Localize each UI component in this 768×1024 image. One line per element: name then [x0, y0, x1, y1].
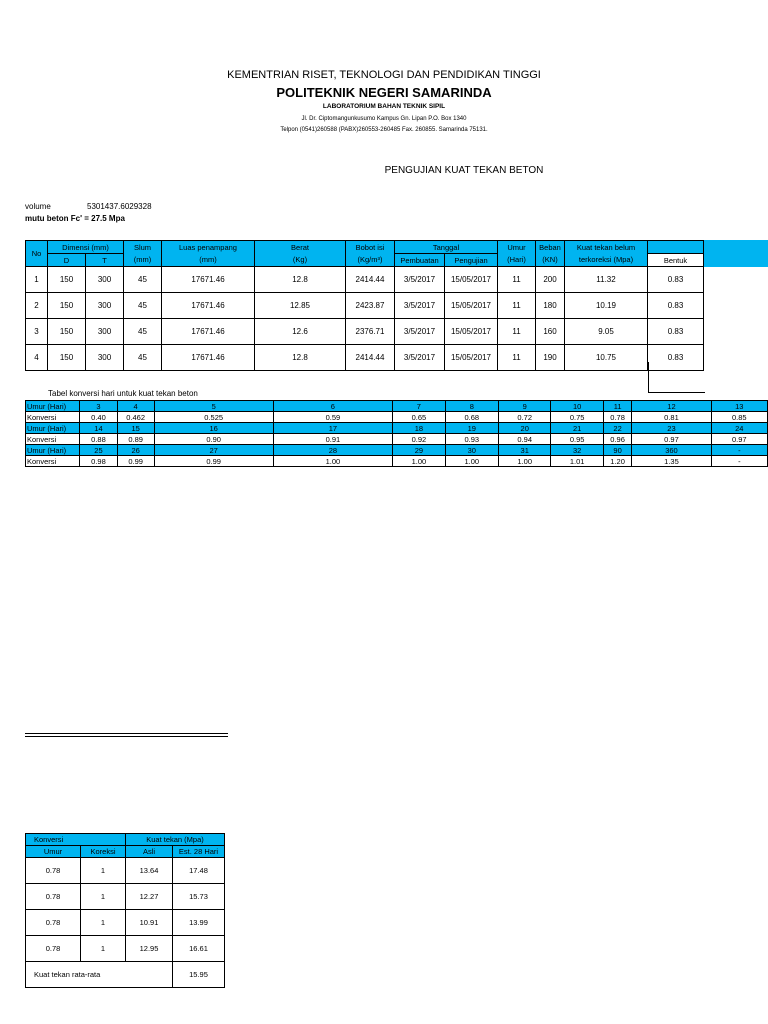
cell-beban: 190 [536, 345, 565, 371]
header-koreksi: Koreksi [81, 846, 126, 858]
factor-cell: 0.93 [445, 434, 498, 445]
header-tanggal: Tanggal [395, 241, 498, 254]
document-title: PENGUJIAN KUAT TEKAN BETON [384, 165, 544, 176]
cell-beban: 200 [536, 267, 565, 293]
age-cell: 22 [603, 423, 631, 434]
factor-cell: 1.00 [445, 456, 498, 467]
table-row [26, 319, 704, 345]
age-cell: 90 [603, 445, 631, 456]
cell-luas: 17671.46 [162, 319, 255, 345]
concrete-grade: mutu beton Fc' = 27.5 Mpa [25, 214, 125, 223]
cell-pengujian: 15/05/2017 [445, 319, 498, 345]
age-cell: - [711, 445, 767, 456]
cell-umur: 11 [498, 293, 536, 319]
header-beban: Beban [536, 241, 565, 254]
header-pembuatan: Pembuatan [395, 254, 445, 267]
header-est: Est. 28 Hari [173, 846, 225, 858]
cell-bentuk: 0.83 [648, 319, 704, 345]
factor-cell: 0.89 [117, 434, 154, 445]
header-slum-unit: (mm) [124, 254, 162, 267]
cell-d: 150 [48, 319, 86, 345]
factor-cell: 0.75 [551, 412, 603, 423]
header-umur-unit: (Hari) [498, 254, 536, 267]
factor-cell: 0.92 [393, 434, 445, 445]
age-cell: 10 [551, 401, 603, 412]
divider-line [25, 733, 228, 734]
age-cell: 360 [632, 445, 711, 456]
factor-cell: 1.01 [551, 456, 603, 467]
row-label: Umur (Hari) [26, 445, 80, 456]
header-beban-unit: (KN) [536, 254, 565, 267]
cell-pembuatan: 3/5/2017 [395, 267, 445, 293]
cell-berat: 12.85 [255, 293, 346, 319]
header-kuat-unit: terkoreksi (Mpa) [565, 254, 648, 267]
age-cell: 12 [632, 401, 711, 412]
table-row [26, 884, 225, 910]
header-kuat-tekan: Kuat tekan (Mpa) [126, 834, 225, 846]
cell-no: 2 [26, 293, 48, 319]
header-bobot-unit: (Kg/m³) [346, 254, 395, 267]
factor-cell: 0.68 [445, 412, 498, 423]
header-pengujian: Pengujian [445, 254, 498, 267]
cell-pembuatan: 3/5/2017 [395, 319, 445, 345]
row-label: Konversi [26, 434, 80, 445]
factor-cell: 0.59 [273, 412, 393, 423]
factor-cell: 0.91 [273, 434, 393, 445]
volume-label: volume [25, 202, 51, 211]
cell-umur: 11 [498, 267, 536, 293]
factor-cell: 1.20 [603, 456, 631, 467]
address-line: Jl. Dr. Ciptomangunkusumo Kampus Gn. Lipan P.O. Box 1340 [301, 116, 467, 122]
cell-pengujian: 15/05/2017 [445, 293, 498, 319]
cell-bobot: 2376.71 [346, 319, 395, 345]
age-cell: 5 [154, 401, 273, 412]
factor-cell: 0.97 [632, 434, 711, 445]
age-cell: 24 [711, 423, 767, 434]
cell-t: 300 [86, 345, 124, 371]
conversion-factor-row [26, 412, 768, 423]
average-value: 15.95 [173, 962, 225, 988]
factor-cell: 0.462 [117, 412, 154, 423]
factor-cell: 0.96 [603, 434, 631, 445]
conversion-age-row [26, 401, 768, 412]
age-cell: 11 [603, 401, 631, 412]
cell-no: 4 [26, 345, 48, 371]
cell-slum: 45 [124, 319, 162, 345]
cell-koreksi: 1 [81, 858, 126, 884]
cell-d: 150 [48, 267, 86, 293]
table-row [26, 858, 225, 884]
cell-kuat: 10.75 [565, 345, 648, 371]
table-row [26, 345, 704, 371]
cell-asli: 10.91 [126, 910, 173, 936]
header-asli: Asli [126, 846, 173, 858]
cell-asli: 13.64 [126, 858, 173, 884]
ministry-title: KEMENTRIAN RISET, TEKNOLOGI DAN PENDIDIKAN TINGGI [227, 69, 541, 81]
header-berat-unit: (Kg) [255, 254, 346, 267]
header-slum: Slum [124, 241, 162, 254]
cell-d: 150 [48, 345, 86, 371]
age-cell: 25 [80, 445, 117, 456]
cell-umur: 11 [498, 345, 536, 371]
header-umur: Umur [26, 846, 81, 858]
age-cell: 6 [273, 401, 393, 412]
factor-cell: 0.72 [499, 412, 551, 423]
cell-asli: 12.95 [126, 936, 173, 962]
cell-d: 150 [48, 293, 86, 319]
age-cell: 13 [711, 401, 767, 412]
summary-table [25, 833, 225, 988]
factor-cell: 1.00 [393, 456, 445, 467]
age-cell: 7 [393, 401, 445, 412]
age-cell: 3 [80, 401, 117, 412]
factor-cell: 0.99 [117, 456, 154, 467]
factor-cell: 0.78 [603, 412, 631, 423]
cell-berat: 12.8 [255, 345, 346, 371]
cell-est: 16.61 [173, 936, 225, 962]
lab-title: LABORATORIUM BAHAN TEKNIK SIPIL [322, 103, 446, 110]
cell-est: 15.73 [173, 884, 225, 910]
age-cell: 26 [117, 445, 154, 456]
factor-cell: - [711, 456, 767, 467]
cell-bobot: 2414.44 [346, 267, 395, 293]
institution-title: POLITEKNIK NEGERI SAMARINDA [276, 85, 492, 100]
cell-kuat: 11.32 [565, 267, 648, 293]
cell-koreksi: 1 [81, 910, 126, 936]
table-row [26, 267, 704, 293]
header-umur: Umur [498, 241, 536, 254]
header-dimensi: Dimensi (mm) [48, 241, 124, 254]
cell-no: 3 [26, 319, 48, 345]
cell-bentuk: 0.83 [648, 267, 704, 293]
age-cell: 21 [551, 423, 603, 434]
conversion-age-row [26, 423, 768, 434]
conversion-table-title: Tabel konversi hari untuk kuat tekan beton [48, 389, 198, 398]
header-konversi: Konversi [26, 834, 126, 846]
cell-koreksi: 1 [81, 884, 126, 910]
age-cell: 15 [117, 423, 154, 434]
cell-bentuk: 0.83 [648, 293, 704, 319]
factor-cell: 0.90 [154, 434, 273, 445]
age-cell: 17 [273, 423, 393, 434]
cell-bobot: 2423.87 [346, 293, 395, 319]
divider-line [25, 736, 228, 737]
age-cell: 19 [445, 423, 498, 434]
conversion-factor-row [26, 434, 768, 445]
row-label: Konversi [26, 456, 80, 467]
cell-slum: 45 [124, 345, 162, 371]
header-luas: Luas penampang [162, 241, 255, 254]
cell-bobot: 2414.44 [346, 345, 395, 371]
factor-cell: 0.99 [154, 456, 273, 467]
age-cell: 9 [499, 401, 551, 412]
age-cell: 20 [499, 423, 551, 434]
header-bentuk: Bentuk [648, 254, 704, 267]
factor-cell: 0.88 [80, 434, 117, 445]
cell-no: 1 [26, 267, 48, 293]
table-row [26, 936, 225, 962]
age-cell: 18 [393, 423, 445, 434]
cell-luas: 17671.46 [162, 293, 255, 319]
age-cell: 31 [499, 445, 551, 456]
cell-luas: 17671.46 [162, 345, 255, 371]
age-cell: 32 [551, 445, 603, 456]
age-cell: 29 [393, 445, 445, 456]
age-cell: 27 [154, 445, 273, 456]
age-cell: 4 [117, 401, 154, 412]
cell-t: 300 [86, 293, 124, 319]
header-luas-unit: (mm) [162, 254, 255, 267]
cell-umur: 0.78 [26, 936, 81, 962]
cell-umur: 0.78 [26, 884, 81, 910]
factor-cell: 1.00 [499, 456, 551, 467]
average-label: Kuat tekan rata-rata [26, 962, 173, 988]
age-cell: 14 [80, 423, 117, 434]
cell-slum: 45 [124, 293, 162, 319]
average-row [26, 962, 225, 988]
conversion-table [25, 400, 768, 467]
cell-pembuatan: 3/5/2017 [395, 293, 445, 319]
age-cell: 23 [632, 423, 711, 434]
row-label: Umur (Hari) [26, 423, 80, 434]
cell-umur: 11 [498, 319, 536, 345]
factor-cell: 0.81 [632, 412, 711, 423]
age-cell: 28 [273, 445, 393, 456]
table-row [26, 293, 704, 319]
age-cell: 30 [445, 445, 498, 456]
cell-asli: 12.27 [126, 884, 173, 910]
factor-cell: 0.98 [80, 456, 117, 467]
age-cell: 8 [445, 401, 498, 412]
cell-pengujian: 15/05/2017 [445, 267, 498, 293]
header-extension [704, 240, 768, 267]
cell-est: 17.48 [173, 858, 225, 884]
table-row [26, 910, 225, 936]
cell-kuat: 10.19 [565, 293, 648, 319]
cell-beban: 180 [536, 293, 565, 319]
cell-berat: 12.6 [255, 319, 346, 345]
cell-t: 300 [86, 319, 124, 345]
header-berat: Berat [255, 241, 346, 254]
cell-pengujian: 15/05/2017 [445, 345, 498, 371]
factor-cell: 0.525 [154, 412, 273, 423]
cell-t: 300 [86, 267, 124, 293]
cell-berat: 12.8 [255, 267, 346, 293]
header-bobot: Bobot isi [346, 241, 395, 254]
cell-bentuk: 0.83 [648, 345, 704, 371]
age-cell: 16 [154, 423, 273, 434]
row-label: Umur (Hari) [26, 401, 80, 412]
header-d: D [48, 254, 86, 267]
factor-cell: 0.94 [499, 434, 551, 445]
row-label: Konversi [26, 412, 80, 423]
factor-cell: 1.00 [273, 456, 393, 467]
factor-cell: 0.97 [711, 434, 767, 445]
factor-cell: 0.65 [393, 412, 445, 423]
cell-slum: 45 [124, 267, 162, 293]
header-t: T [86, 254, 124, 267]
cell-luas: 17671.46 [162, 267, 255, 293]
phone-line: Telpon (0541)260588 (PABX)260553-260485 Fax. 260855. Samarinda 75131. [280, 127, 488, 133]
factor-cell: 0.95 [551, 434, 603, 445]
cell-umur: 0.78 [26, 910, 81, 936]
factor-cell: 0.85 [711, 412, 767, 423]
test-results-table [25, 240, 704, 371]
cell-est: 13.99 [173, 910, 225, 936]
bentuk-empty-cell [648, 362, 705, 393]
conversion-age-row [26, 445, 768, 456]
conversion-factor-row [26, 456, 768, 467]
header-kuat: Kuat tekan belum [565, 241, 648, 254]
factor-cell: 1.35 [632, 456, 711, 467]
cell-koreksi: 1 [81, 936, 126, 962]
cell-umur: 0.78 [26, 858, 81, 884]
cell-kuat: 9.05 [565, 319, 648, 345]
factor-cell: 0.40 [80, 412, 117, 423]
header-blank [648, 241, 704, 254]
volume-value: 5301437.6029328 [87, 202, 152, 211]
cell-beban: 160 [536, 319, 565, 345]
cell-pembuatan: 3/5/2017 [395, 345, 445, 371]
header-no: No [26, 241, 48, 267]
